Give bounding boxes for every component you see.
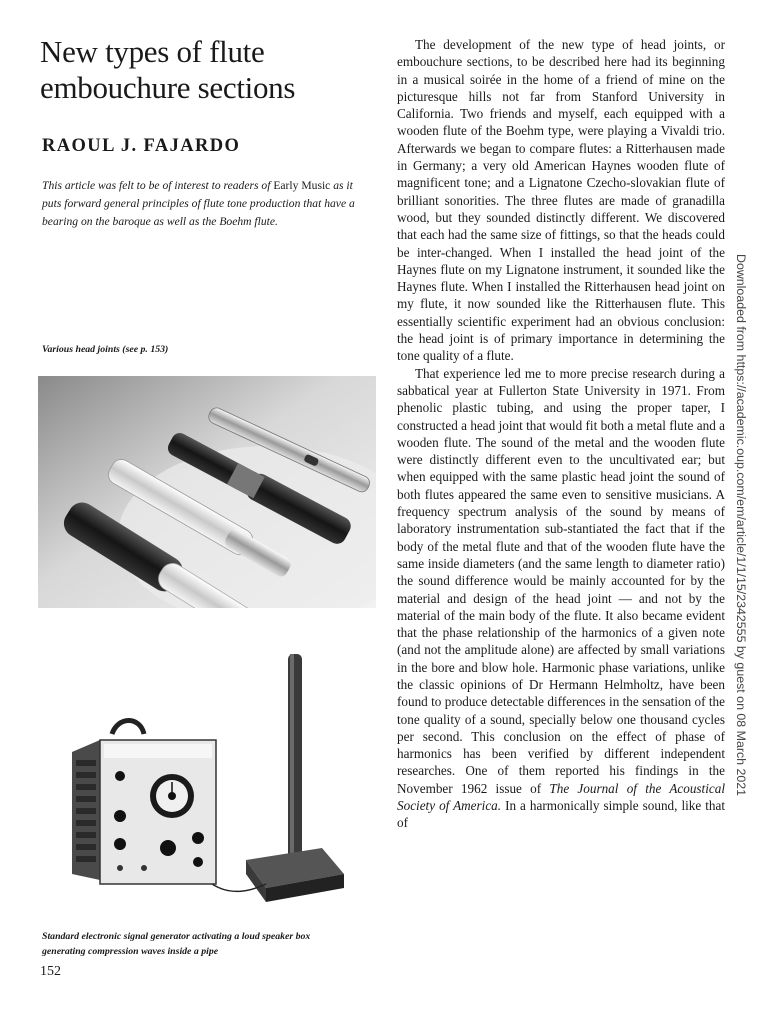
intro-text-part2: as it puts forward general principles of flute tone production that have a bearing on the baroque as well as the Boehm flute. (42, 179, 355, 228)
figure-caption-signal-generator: Standard electronic signal generator activating a loud speaker box generating compression waves inside a pipe (42, 931, 311, 957)
article-body (397, 36, 725, 832)
head-joints-photo (38, 376, 376, 608)
signal-generator-photo (60, 648, 350, 910)
page-number: 152 (40, 964, 61, 979)
body-paragraph-1: The development of the new type of head joints, or embouchure sections, to be described here had its beginning in a musical soirée in the home of a friend of mine on the picturesque hills not far from Stanford University in California. Two friends and myself, each equipped with a wooden flute of the Boehm type, were playing a Vivaldi trio. Afterwards we began to compare flutes: a Ritterhausen made in Germany; a very old American Haynes wooden flute of magnificent tone; and a Lignatone Czecho-slovakian flute of brilliant sonorities. The three flutes are made of granadilla wood, but they sounded distinctly different. We discovered that each had the same size of fittings, so that the heads could be inter-changed. When I installed the head joint of the Haynes flute on my Lignatone instrument, it sounded like the Haynes flute. When I installed the Ritterhausen head joint on my flute, it now sounded like the Ritterhausen flute. This essentially scientific experiment had an obvious conclusion: the head joint is of primary importance in determining the tone quality of a flute. (397, 37, 725, 364)
figure-caption-head-joints: Various head joints (see p. 153) (42, 344, 169, 355)
body-paragraph-2-text-b: In a harmonically simple sound, like that of (397, 798, 725, 831)
article-intro (42, 177, 364, 231)
body-paragraph-2 (397, 365, 725, 832)
body-paragraph-2-text-a: That experience led me to more precise research during a sabbatical year at Fullerton State University in 1971. From phenolic plastic tubing, and using the proper taper, I constructed a head joint that would fit both a metal flute and a wooden flute. The sound of the metal and the wooden flute were distinctly different even to the uncultivated ear; but when equipped with the same plastic head joint the sound of both flutes appeared the same even to sensitive musicians. A frequency spectrum analysis of the sound by means of laboratory instrumentation sub-stantiated the fact that if the body of the metal flute and that of the wooden flute have the same inside diameters (and the same length to diameter ratio) the sound difference would be mainly accounted for by the material and design of the head joint — and not by the material of the main body of the flute. It also became evident that the phase relationship of the harmonics of a given note (and not the amplitude alone) are affected by small variations in the bore and blow hole. Harmonic phase variations, unlike the classic opinions of Dr Hermann Helmholtz, have been found to produce detectable differences in the sensation of the tone quality of a sound, specially below one thousand cycles per second. This conclusion on the effect of phase of harmonics has been verified by different independent researches. One of them reported his findings in the November 1962 issue of (397, 365, 725, 796)
journal-title-citation: The Journal of the Acoustical Society of America. (397, 780, 725, 814)
download-notice: Downloaded from https://academic.oup.com/em/article/1/1/15/2342555 by guest on 08 March 2021 (734, 254, 748, 797)
intro-text-part1: This article was felt to be of interest to readers of (42, 179, 274, 192)
article-author: RAOUL J. FAJARDO (42, 136, 241, 156)
article-title: New types of flute embouchure sections (40, 34, 296, 105)
intro-journal-name: Early Music (273, 179, 331, 192)
